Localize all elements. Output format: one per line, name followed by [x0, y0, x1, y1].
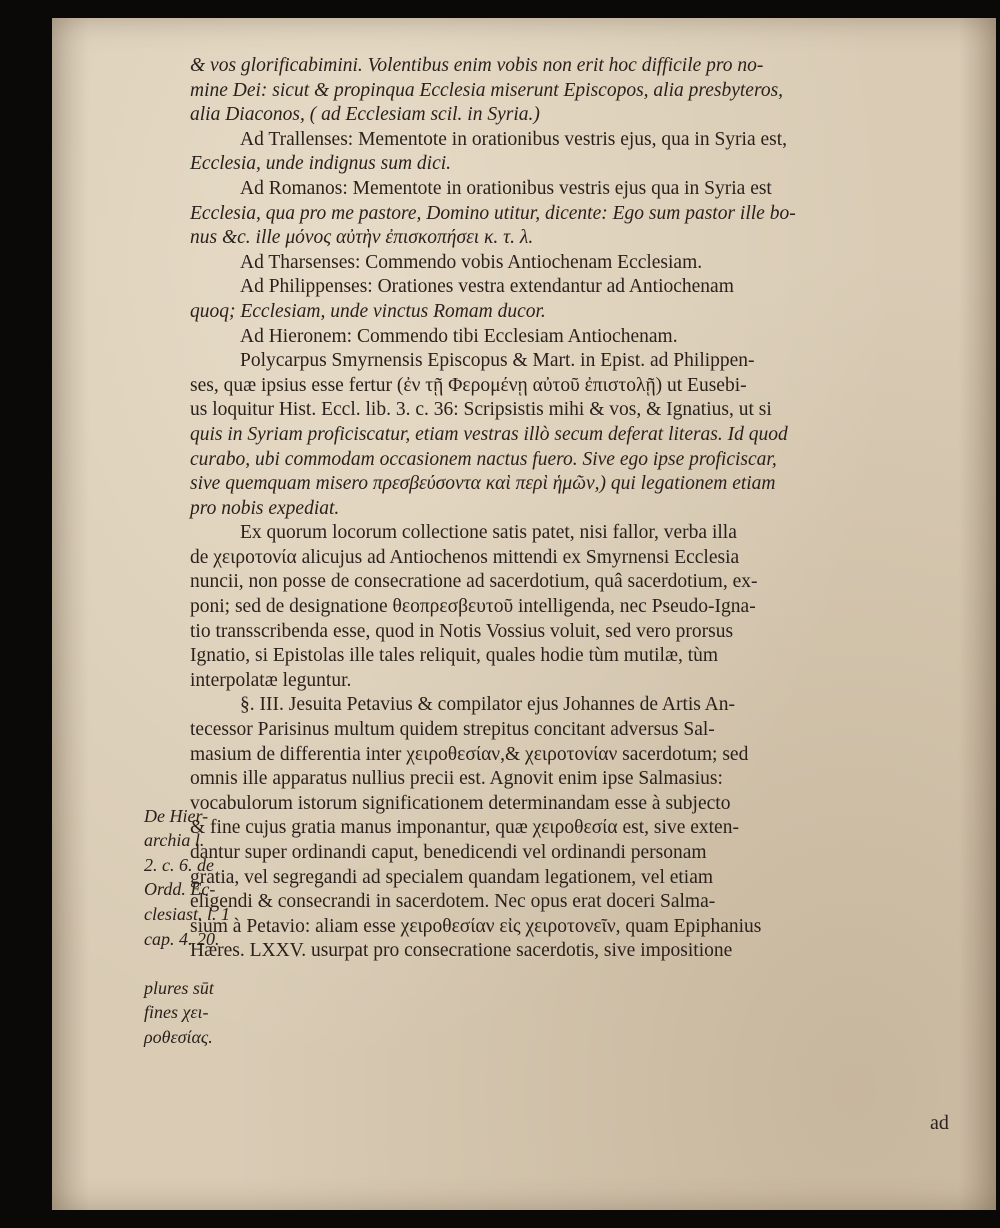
- margin-line: cap. 4. 20.: [144, 928, 220, 949]
- margin-line: 2. c. 6. de: [144, 854, 214, 875]
- catchword: ad: [930, 1112, 949, 1134]
- text-line: gratia, vel segregandi ad specialem quandam legationem, vel etiam: [190, 866, 714, 888]
- text-line: & vos glorificabimini. Volentibus enim vobis non erit hoc difficile pro no-: [190, 55, 764, 76]
- text-line: Ad Hieronem: Commendo tibi Ecclesiam Antiochenam.: [240, 325, 678, 347]
- text-line: tecessor Parisinus multum quidem strepitus concitant adversus Sal-: [190, 719, 715, 741]
- text-line: sium à Petavio: aliam esse χειροθεσίαν εἰς χειροτονεῖν, quam Epiphanius: [190, 915, 762, 937]
- text-line: Ignatio, si Epistolas ille tales reliquit, quales hodie tùm mutilæ, tùm: [190, 645, 719, 667]
- text-line: Ad Tharsenses: Commendo vobis Antiochenam Ecclesiam.: [240, 251, 703, 273]
- text-line: omnis ille apparatus nullius precii est. Agnovit enim ipse Salmasius:: [190, 768, 723, 790]
- text-line: quis in Syriam proficiscatur, etiam vestras illò secum deferat literas. Id quod: [190, 423, 788, 445]
- text-line: sive quemquam misero πρεσβεύσοντα καὶ περὶ ἡμῶν,) qui legationem etiam: [190, 473, 776, 495]
- text-line: quoq; Ecclesiam, unde vinctus Romam ducor.: [190, 300, 546, 322]
- text-line: us loquitur Hist. Eccl. lib. 3. c. 36: Scripsistis mihi & vos, & Ignatius, ut si: [190, 399, 772, 421]
- text-line: masium de differentia inter χειροθεσίαν,& χειροτονίαν sacerdotum; sed: [190, 743, 749, 765]
- text-line: poni; sed de designatione θεοπρεσβευτοῦ intelligenda, nec Pseudo-Igna-: [190, 596, 756, 618]
- text-line: Ad Philippenses: Orationes vestra extendantur ad Antiochenam: [240, 276, 734, 298]
- text-line: de χειροτονία alicujus ad Antiochenos mittendi ex Smyrnensi Ecclesia: [190, 546, 740, 568]
- text-line: nuncii, non posse de consecratione ad sacerdotium, quâ sacerdotium, ex-: [190, 571, 758, 593]
- text-line: §. III. Jesuita Petavius & compilator ejus Johannes de Artis An-: [240, 694, 736, 716]
- text-line: Ecclesia, qua pro me pastore, Domino utitur, dicente: Ego sum pastor ille bo-: [190, 202, 796, 224]
- text-line: Ex quorum locorum collectione satis patet, nisi fallor, verba illa: [240, 522, 737, 544]
- margin-line: fines χει-: [144, 1002, 209, 1023]
- margin-line: De Hier-: [144, 805, 209, 826]
- margin-line: clesiast. l. 1: [144, 903, 230, 924]
- margin-line: ροθεσίας.: [144, 1026, 213, 1047]
- margin-line: [144, 951, 244, 976]
- body-text: [190, 54, 946, 964]
- text-line: interpolatæ leguntur.: [190, 669, 352, 691]
- text-line: ses, quæ ipsius esse fertur (ἐν τῇ Φερομένῃ αὐτοῦ ἐπιστολῇ) ut Eusebi-: [190, 374, 747, 396]
- text-line: Polycarpus Smyrnensis Episcopus & Mart. in Epist. ad Philippen-: [240, 350, 755, 372]
- text-line: pro nobis expediat.: [190, 497, 340, 519]
- text-line: tio transscribenda esse, quod in Notis Vossius voluit, sed vero prorsus: [190, 620, 734, 642]
- margin-line: plures sūt: [144, 977, 214, 998]
- text-line: Ad Romanos: Mementote in orationibus vestris ejus qua in Syria est: [240, 177, 772, 199]
- margin-note: [144, 804, 244, 1050]
- text-line: nus &c. ille μόνος αὐτὴν ἐπισκοπήσει κ. τ. λ.: [190, 227, 534, 249]
- text-line: Ad Trallenses: Mementote in orationibus vestris ejus, qua in Syria est,: [240, 128, 788, 150]
- text-line: Hæres. LXXV. usurpat pro consecratione sacerdotis, sive impositione: [190, 940, 733, 962]
- text-line: alia Diaconos, ( ad Ecclesiam scil. in Syria.): [190, 104, 540, 126]
- text-line: mine Dei: sicut & propinqua Ecclesia miserunt Episcopos, alia presbyteros,: [190, 79, 784, 101]
- text-line: eligendi & consecrandi in sacerdotem. Nec opus erat doceri Salma-: [190, 891, 716, 913]
- text-line: Ecclesia, unde indignus sum dici.: [190, 153, 452, 175]
- text-line: dantur super ordinandi caput, benedicendi vel ordinandi personam: [190, 842, 707, 863]
- text-line: & fine cujus gratia manus imponantur, quæ χειροθεσία est, sive exten-: [190, 817, 739, 839]
- margin-line: Ordd. Ec-: [144, 879, 216, 900]
- text-line: curabo, ubi commodam occasionem nactus fuero. Sive ego ipse proficiscar,: [190, 448, 777, 470]
- margin-line: archia l.: [144, 830, 205, 851]
- text-line: vocabulorum istorum significationem determinandam esse à subjecto: [190, 792, 731, 814]
